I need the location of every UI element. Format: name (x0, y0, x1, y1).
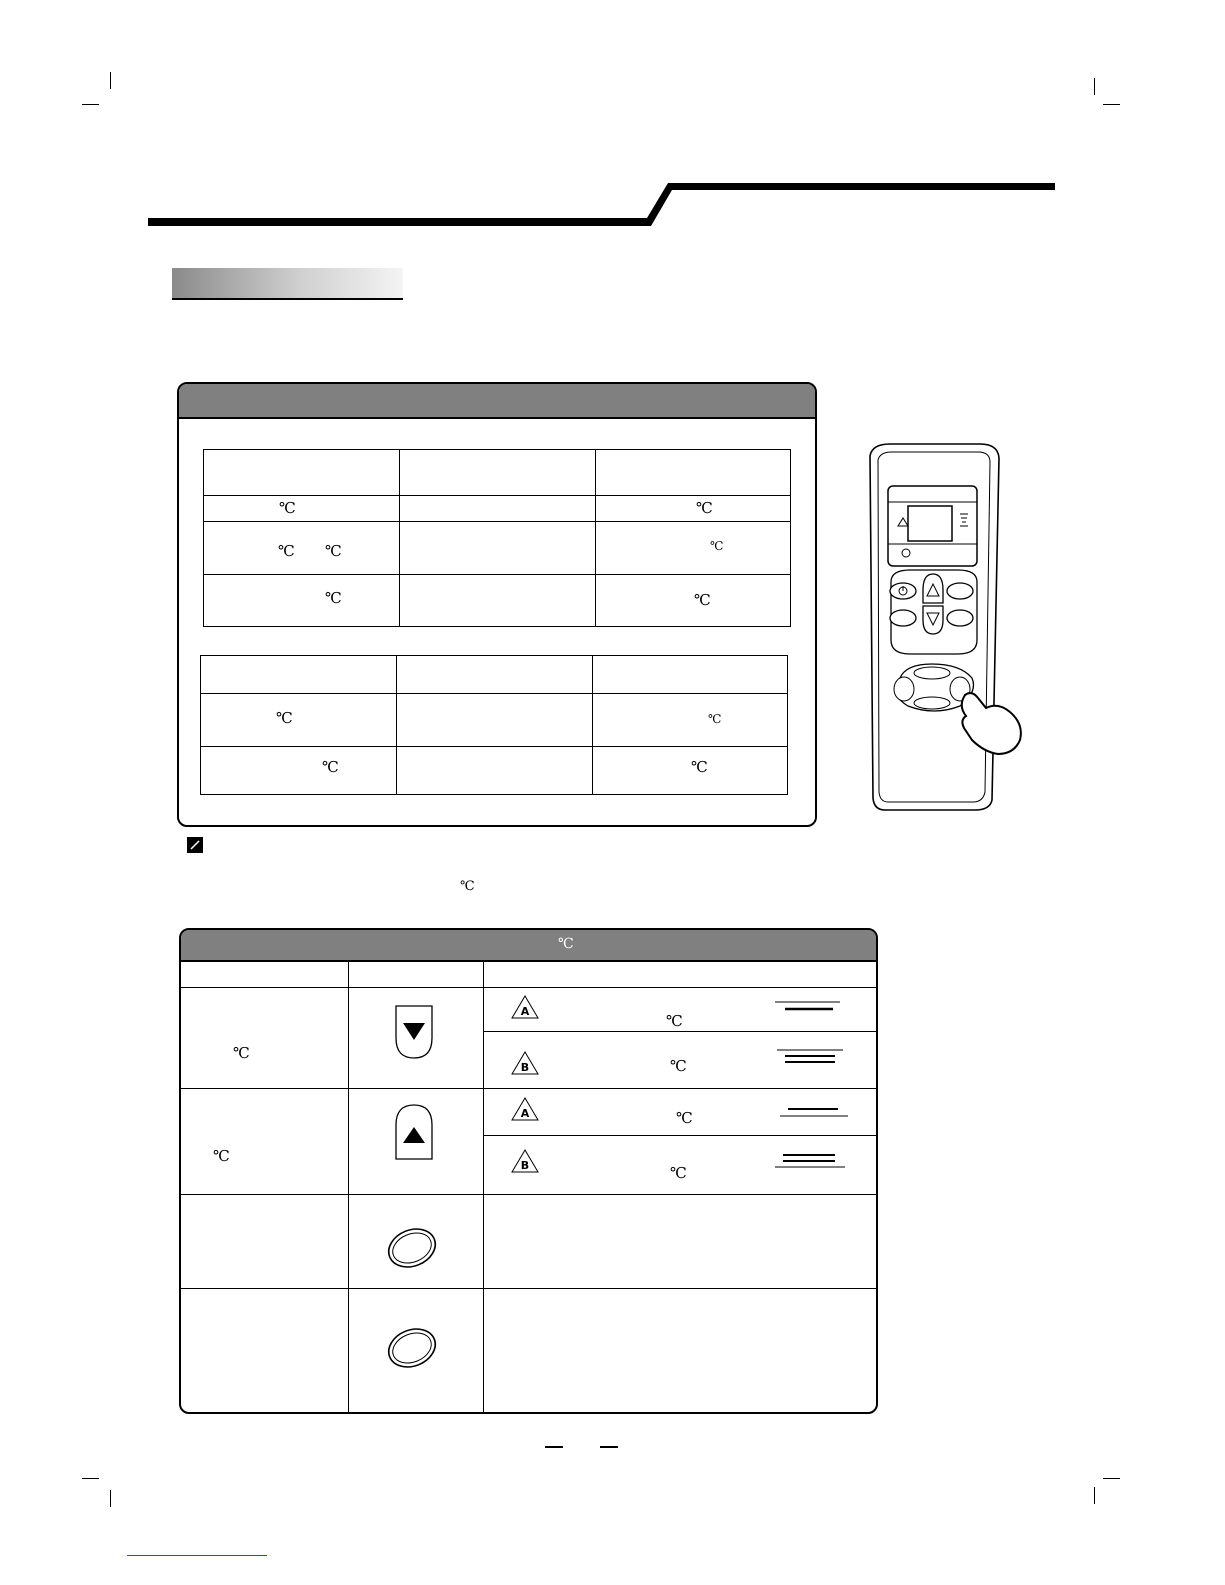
table-cell (201, 656, 397, 694)
table-cell: ℃ (596, 575, 791, 627)
table-cell (204, 450, 400, 496)
oval-button (384, 1224, 440, 1272)
page-number-dash (600, 1446, 618, 1448)
note-unit: ℃ (460, 879, 475, 894)
table-cell: ℃ (593, 694, 788, 747)
table-cell: ℃ (204, 496, 400, 522)
panel-header (179, 384, 815, 419)
badge-a-icon (510, 994, 540, 1020)
indicator-lines (775, 1048, 845, 1066)
table-cell (400, 522, 596, 575)
table-cell (596, 450, 791, 496)
row-1b-unit: ℃ (670, 1057, 687, 1075)
up-arrow-button (394, 1103, 434, 1161)
table-cell: ℃ (593, 747, 788, 795)
svg-text:A: A (520, 1005, 530, 1018)
svg-text:A: A (520, 1107, 530, 1120)
settings-table-1 (203, 449, 791, 627)
table-cell: ℃ (201, 747, 397, 795)
table-cell: ℃ (204, 575, 400, 627)
table-cell: ℃ (596, 522, 791, 575)
row-2b-unit: ℃ (670, 1164, 687, 1182)
footer-link[interactable] (127, 1555, 267, 1556)
note-pencil-icon (187, 837, 203, 853)
section-tab (172, 268, 403, 300)
oval-button (384, 1324, 440, 1372)
down-arrow-button (394, 1004, 434, 1060)
row-1a-unit: ℃ (666, 1012, 683, 1030)
indicator-lines (775, 1000, 845, 1014)
page-number-dash (545, 1446, 563, 1448)
table-header: ℃ (181, 930, 876, 962)
badge-a-icon (510, 1096, 540, 1122)
row-1-unit: ℃ (233, 1044, 250, 1062)
remote-control-icon (860, 440, 1035, 815)
table-cell (593, 656, 788, 694)
badge-b-icon (510, 1050, 540, 1076)
table-cell: ℃ ℃ (204, 522, 400, 575)
indicator-lines (780, 1106, 850, 1118)
svg-text:B: B (520, 1159, 530, 1172)
table-cell (397, 694, 593, 747)
header-rule (0, 0, 1225, 240)
table-cell (400, 496, 596, 522)
table-cell: ℃ (596, 496, 791, 522)
indicator-lines (775, 1152, 847, 1170)
settings-table-2 (200, 655, 788, 795)
row-2a-unit: ℃ (676, 1109, 693, 1127)
badge-b-icon (510, 1148, 540, 1174)
table-cell: ℃ (201, 694, 397, 747)
table-cell (400, 450, 596, 496)
table-cell (397, 656, 593, 694)
table-cell (400, 575, 596, 627)
row-2-unit: ℃ (213, 1147, 230, 1165)
table-cell (397, 747, 593, 795)
svg-text:B: B (520, 1061, 530, 1074)
